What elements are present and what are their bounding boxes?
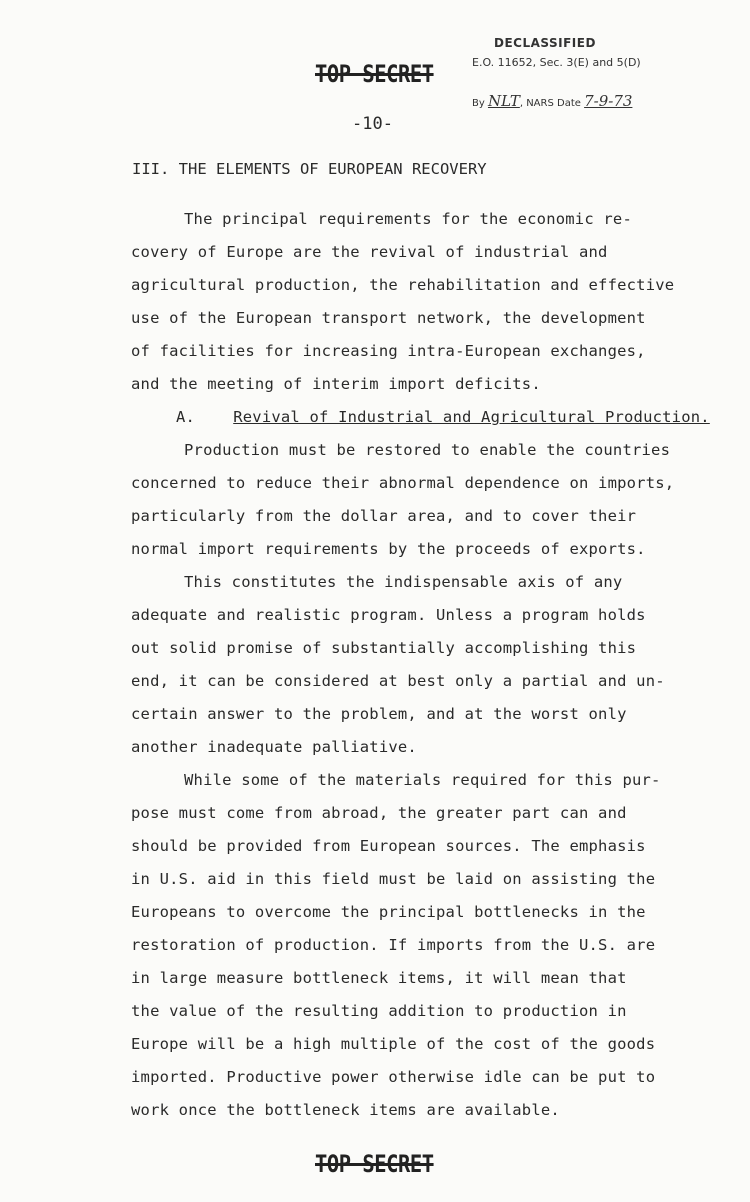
- subsection-title: Revival of Industrial and Agricultural Production.: [233, 408, 710, 426]
- section-heading: III. THE ELEMENTS OF EUROPEAN RECOVERY: [132, 160, 487, 178]
- body-line: The principal requirements for the economic re-: [184, 210, 632, 228]
- stamp-by-initials: NLT: [487, 92, 520, 110]
- body-line: the value of the resulting addition to production in: [131, 1002, 627, 1020]
- subsection-label: A.: [176, 408, 196, 426]
- body-line: normal import requirements by the proceeds of exports.: [131, 540, 646, 558]
- body-line: Europe will be a high multiple of the cost of the goods: [131, 1035, 656, 1053]
- footer-classification: TOP SECRET: [315, 1150, 434, 1178]
- body-line: adequate and realistic program. Unless a program holds: [131, 606, 646, 624]
- body-line: work once the bottleneck items are available.: [131, 1101, 560, 1119]
- stamp-by-label: By: [472, 98, 485, 109]
- body-line: in U.S. aid in this field must be laid on assisting the: [131, 870, 656, 888]
- body-line: Production must be restored to enable the countries: [184, 441, 671, 459]
- body-line: This constitutes the indispensable axis of any: [184, 573, 623, 591]
- body-line: imported. Productive power otherwise idle can be put to: [131, 1068, 656, 1086]
- stamp-date: 7-9-73: [584, 92, 633, 110]
- stamp-authority: E.O. 11652, Sec. 3(E) and 5(D): [472, 56, 641, 69]
- body-line: should be provided from European sources. The emphasis: [131, 837, 646, 855]
- stamp-nars-label: , NARS Date: [519, 98, 581, 109]
- body-line: While some of the materials required for this pur-: [184, 771, 661, 789]
- declassified-stamp: [472, 36, 702, 116]
- body-line: pose must come from abroad, the greater part can and: [131, 804, 627, 822]
- header-classification: TOP SECRET: [315, 60, 434, 88]
- body-line: agricultural production, the rehabilitation and effective: [131, 276, 675, 294]
- subsection-heading: [176, 408, 710, 426]
- body-line: Europeans to overcome the principal bottlenecks in the: [131, 903, 646, 921]
- body-line: certain answer to the problem, and at the worst only: [131, 705, 627, 723]
- body-line: particularly from the dollar area, and to cover their: [131, 507, 637, 525]
- stamp-by-line: [472, 92, 632, 110]
- body-line: in large measure bottleneck items, it will mean that: [131, 969, 627, 987]
- body-line: restoration of production. If imports from the U.S. are: [131, 936, 656, 954]
- body-line: and the meeting of interim import deficits.: [131, 375, 541, 393]
- body-line: use of the European transport network, the development: [131, 309, 646, 327]
- body-line: another inadequate palliative.: [131, 738, 417, 756]
- body-line: concerned to reduce their abnormal dependence on imports,: [131, 474, 675, 492]
- stamp-title: DECLASSIFIED: [494, 36, 596, 50]
- body-line: end, it can be considered at best only a partial and un-: [131, 672, 665, 690]
- page-number: -10-: [352, 114, 393, 134]
- body-line: of facilities for increasing intra-European exchanges,: [131, 342, 646, 360]
- body-line: covery of Europe are the revival of industrial and: [131, 243, 608, 261]
- body-line: out solid promise of substantially accomplishing this: [131, 639, 637, 657]
